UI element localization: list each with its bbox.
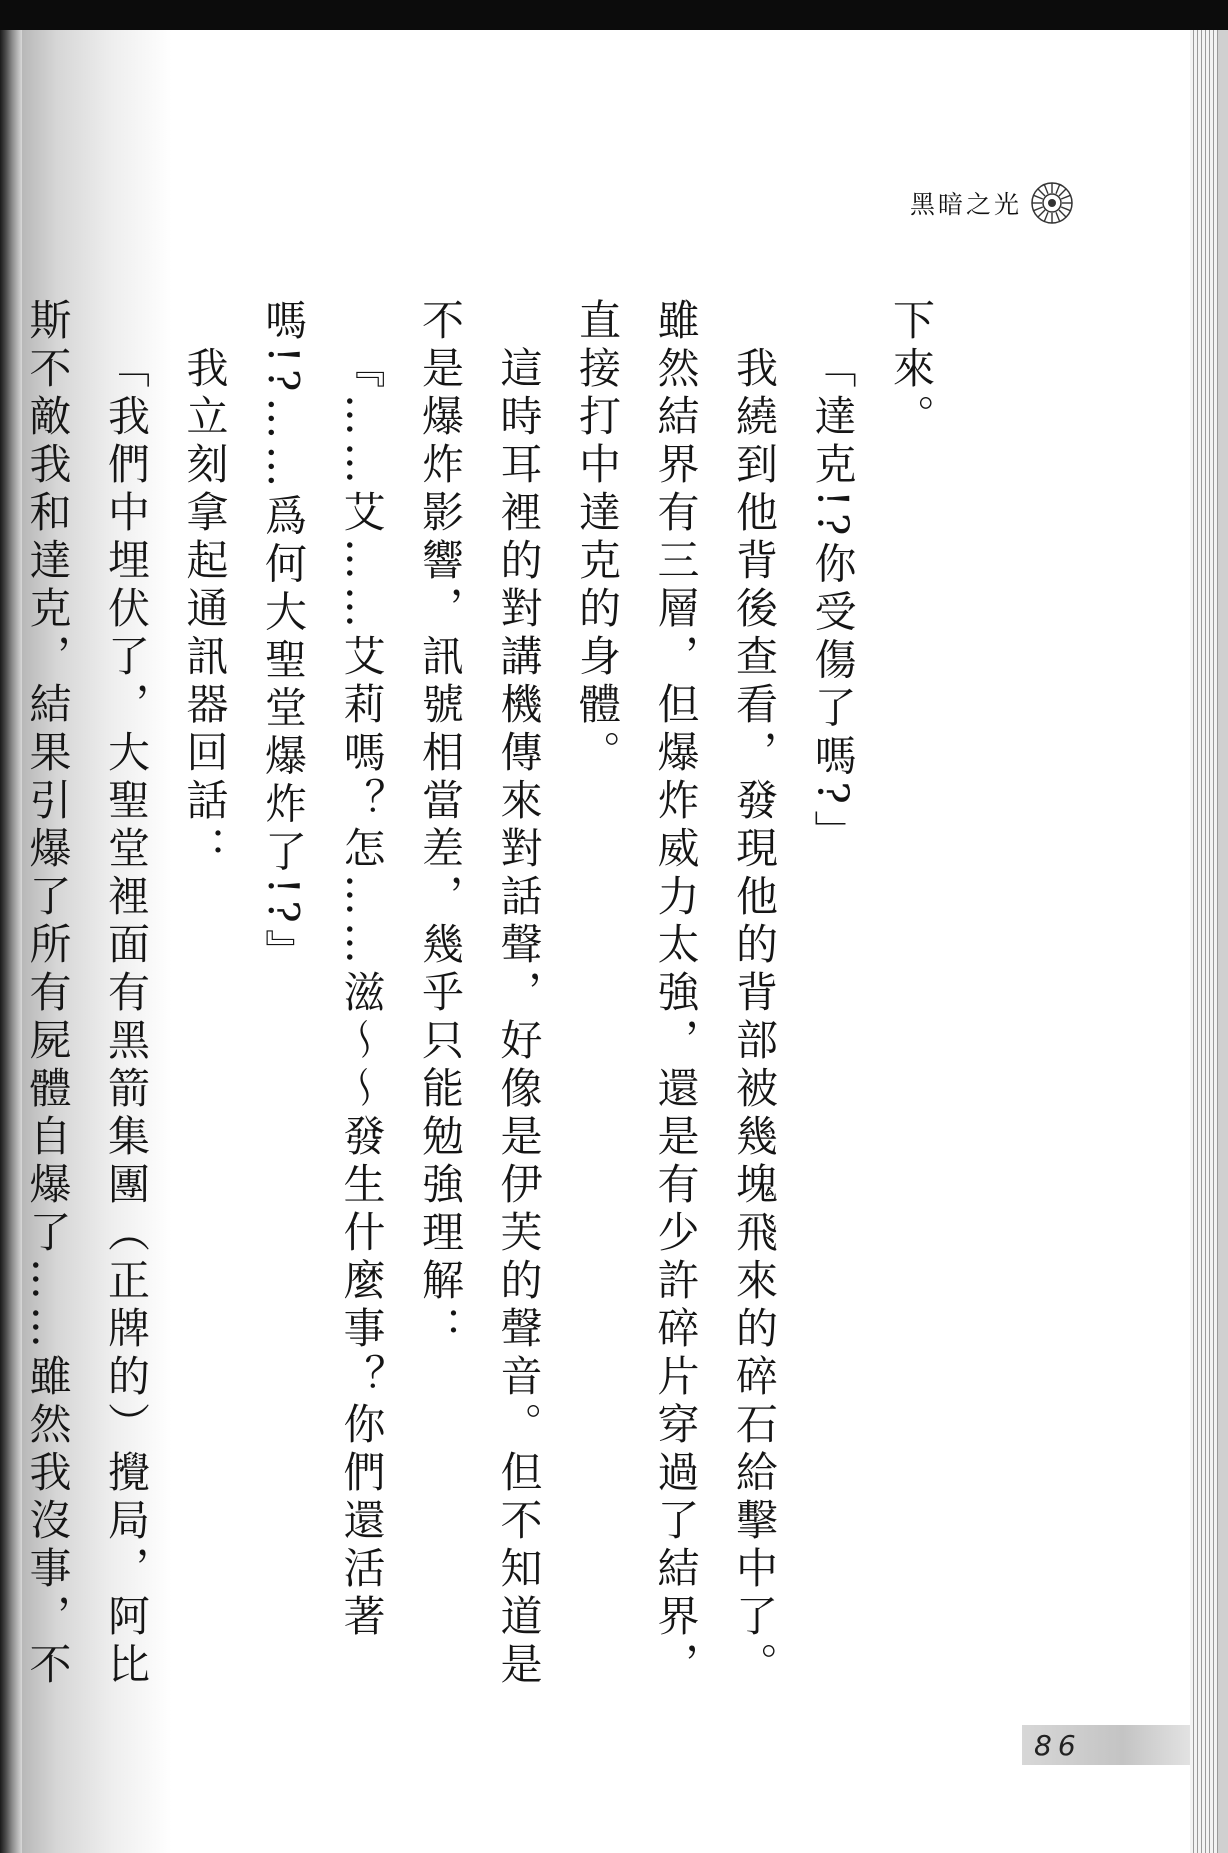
sunburst-emblem-icon [1030,181,1074,225]
page-stack-edges [1190,30,1228,1853]
paragraph: 這時耳裡的對講機傳來對話聲，好像是伊芙的聲音。但不知道是不是爆炸影響，訊號相當差，幾乎只能勉強理解： [416,298,544,1690]
paragraph: 『……艾……艾莉嗎？怎……滋～～發生什麼事？你們還活著嗎!?……爲何大聖堂爆炸了!?』 [259,298,387,1642]
paragraph: 「我們中埋伏了，大聖堂裡面有黑箭集團（正牌的）攪局，阿比斯不敵我和達克，結果引爆了所有屍體自爆了……雖然我沒事，不 [23,298,151,1690]
vertical-body-text [23,298,950,1718]
page-footer [1022,1725,1190,1765]
paragraph: 我立刻拿起通訊器回話： [180,346,230,874]
running-header [910,178,1074,228]
book-title: 黑暗之光 [910,190,1023,219]
scan-top-border [0,0,1228,30]
paragraph: 「達克!?你受傷了嗎?」 [808,346,858,858]
page-number: 86 [1034,1728,1082,1762]
paragraph: 下來。 [887,298,936,442]
paragraph: 我繞到他背後查看，發現他的背部被幾塊飛來的碎石給擊中了。雖然結界有三層，但爆炸威力太強，還是有少許碎片穿過了結界，直接打中達克的身體。 [573,298,779,1690]
